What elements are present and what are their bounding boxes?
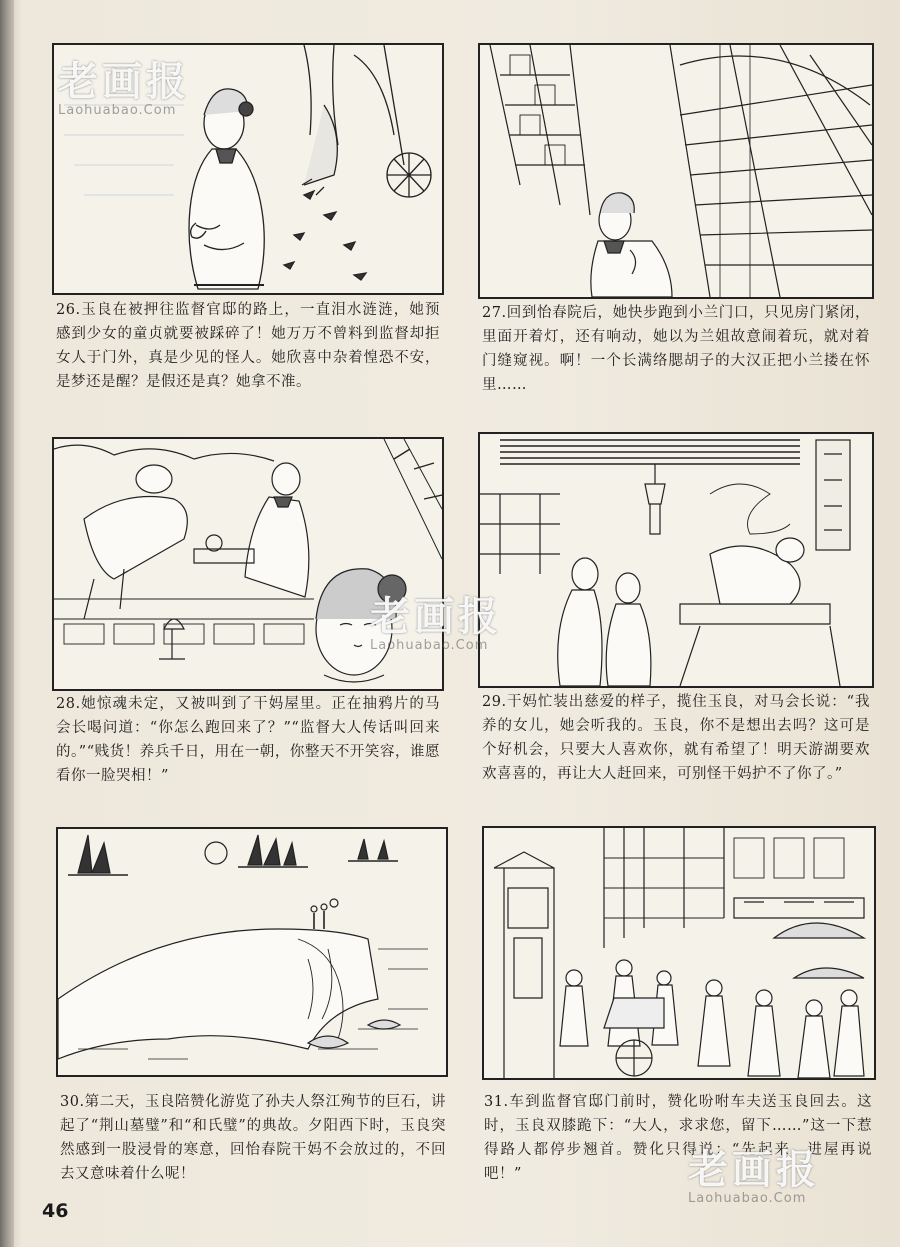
panel-26-caption: 26.玉良在被押往监督官邸的路上，一直泪水涟涟，她预感到少女的童贞就要被踩碎了！她万万不曾料到监督却拒女人于门外，真是少见的怪人。她欣喜中杂着惶恐不安，是梦还是醒？是假还是真？她拿不准。 — [56, 302, 440, 390]
panel-31-illustration — [482, 826, 876, 1080]
foster-mother-illustration — [480, 434, 872, 686]
panel-26-illustration — [52, 43, 444, 295]
panel-30-caption: 30.第二天，玉良陪赞化游览了孙夫人祭江殉节的巨石，讲起了“荆山墓璧”和“和氏璧”的典故。夕阳西下时，玉良突然感到一股浸骨的寒意，回怡春院干妈不会放过的，不回去又意味着什么呢！ — [60, 1094, 446, 1182]
opium-room-illustration — [54, 439, 442, 689]
panel-29-illustration — [478, 432, 874, 688]
watermark-url: Laohuabao.Com — [688, 1191, 807, 1206]
page-number: 46 — [42, 1200, 69, 1222]
panel-31-caption: 31.车到监督官邸门前时，赞化吩咐车夫送玉良回去。这时，玉良双膝跪下：“大人，求求您，留下……”这一下惹得路人都停步翘首。赞化只得说：“先起来，进屋再说吧！” — [484, 1094, 872, 1182]
panel-27-illustration — [478, 43, 874, 299]
watermark-url: Laohuabao.Com — [370, 638, 489, 653]
watermark-title: 老画报 — [370, 594, 502, 640]
panel-28-caption: 28.她惊魂未定，又被叫到了干妈屋里。正在抽鸦片的马会长喝问道：“你怎么跑回来了？”“监督大人传话叫回来的。”“贱货！养兵千日，用在一朝，你整天不开笑容，谁愿看你一脸哭相！” — [56, 696, 440, 784]
panel-28-illustration — [52, 437, 444, 691]
watermark-title: 老画报 — [688, 1147, 820, 1193]
panel-29-caption: 29.干妈忙装出慈爱的样子，揽住玉良，对马会长说：“我养的女儿，她会听我的。玉良，你不是想出去吗？这可是个好机会，只要大人喜欢你，就有希望了！明天游湖要欢欢喜喜的，再让大人赶回来，可别怪干妈护不了你了。” — [482, 694, 870, 782]
book-spine — [0, 0, 14, 1247]
panel-30-illustration — [56, 827, 448, 1077]
river-rock-illustration — [58, 829, 446, 1075]
woman-walking-illustration — [54, 45, 442, 293]
panel-27-caption: 27.回到怡春院后，她快步跑到小兰门口，只见房门紧闭，里面开着灯，还有响动，她以为兰姐故意闹着玩，就对着门缝窥视。啊！一个长满络腮胡子的大汉正把小兰搂在怀里…… — [482, 305, 870, 393]
peeking-through-door-illustration — [480, 45, 872, 297]
watermark-title: 老画报 — [58, 59, 190, 105]
street-scene-illustration — [484, 828, 874, 1078]
watermark-url: Laohuabao.Com — [58, 103, 177, 118]
